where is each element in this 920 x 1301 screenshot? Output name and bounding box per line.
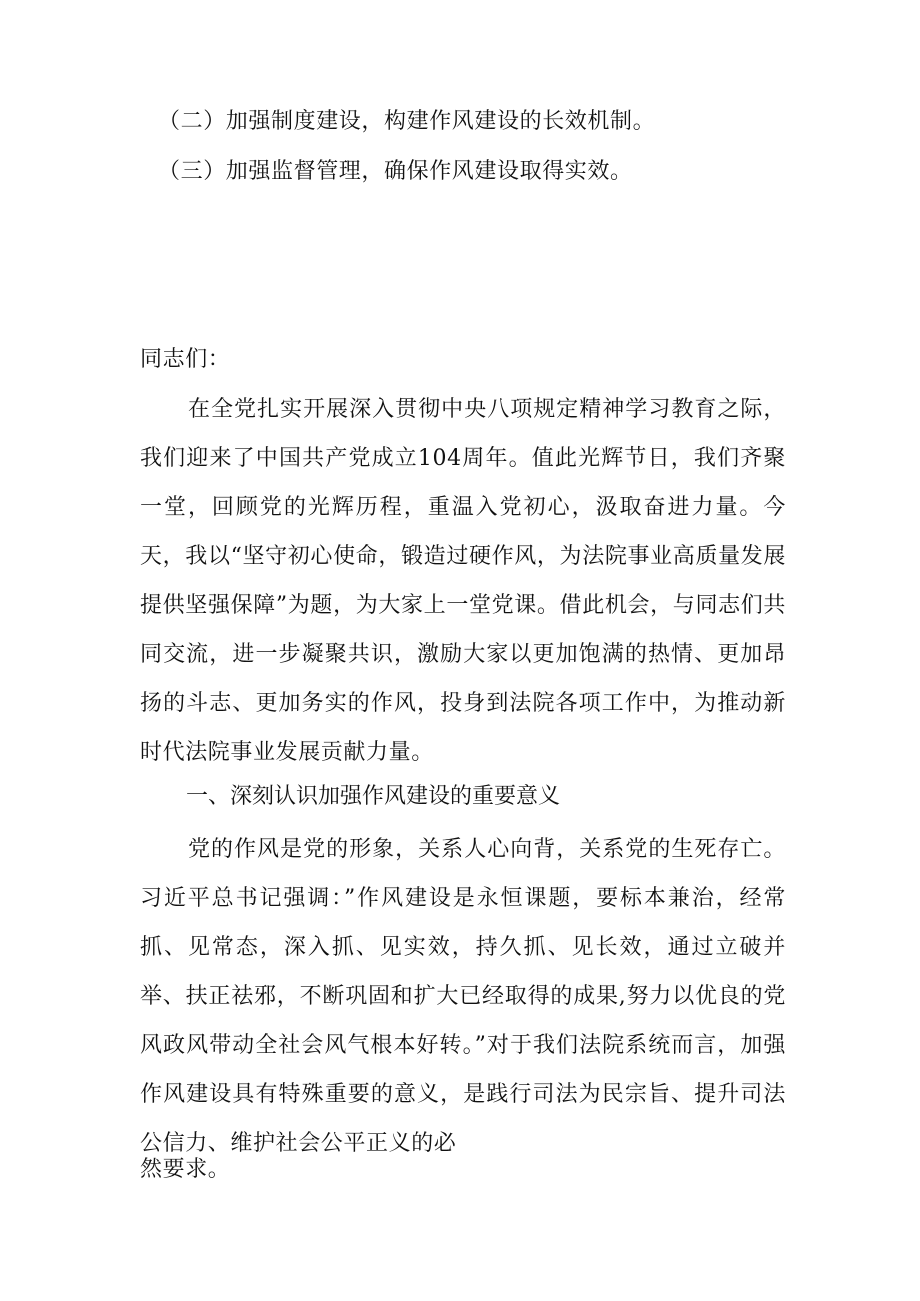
intro-paragraph: 在全党扎实开展深入贯彻中央八项规定精神学习教育之际，我们迎来了中国共产党成立104周年。值此光辉节日，我们齐聚一堂，回顾党的光辉历程，重温入党初心，汲取奋进力量。今天，我以“坚守初心使命，锻造过硬作风，为法院事业高质量发展提供坚强保障”为题，为大家上一堂党课。借此机会，与同志们共同交流，进一步凝聚共识，激励大家以更加饱满的热情、更加昂扬的斗志、更加务实的作风，投身到法院各项工作中，为推动新时代法院事业发展贡献力量。 xyxy=(140,397,786,765)
outline-item-2: （二）加强制度建设，构建作风建设的长效机制。 xyxy=(158,109,656,134)
section-paragraph-tail: 然要求。 xyxy=(140,1157,231,1182)
outline-item-3: （三）加强监督管理，确保作风建设取得实效。 xyxy=(158,159,633,184)
section-paragraph: 党的作风是党的形象，关系人心向背，关系党的生死存亡。习近平总书记强调：”作风建设是永恒课题，要标本兼治，经常抓、见常态，深入抓、见实效，持久抓、见长效，通过立破并举、扶正祛邪，不断巩固和扩大已经取得的成果,努力以优良的党风政风带动全社会风气根本好转。”对于我们法院系统而言，加强作风建设具有特殊重要的意义，是践行司法为民宗旨、提升司法公信力、维护社会公平正义的必 xyxy=(140,837,786,1156)
section-heading: 一、深刻认识加强作风建设的重要意义 xyxy=(186,784,561,809)
salutation: 同志们： xyxy=(140,347,231,372)
